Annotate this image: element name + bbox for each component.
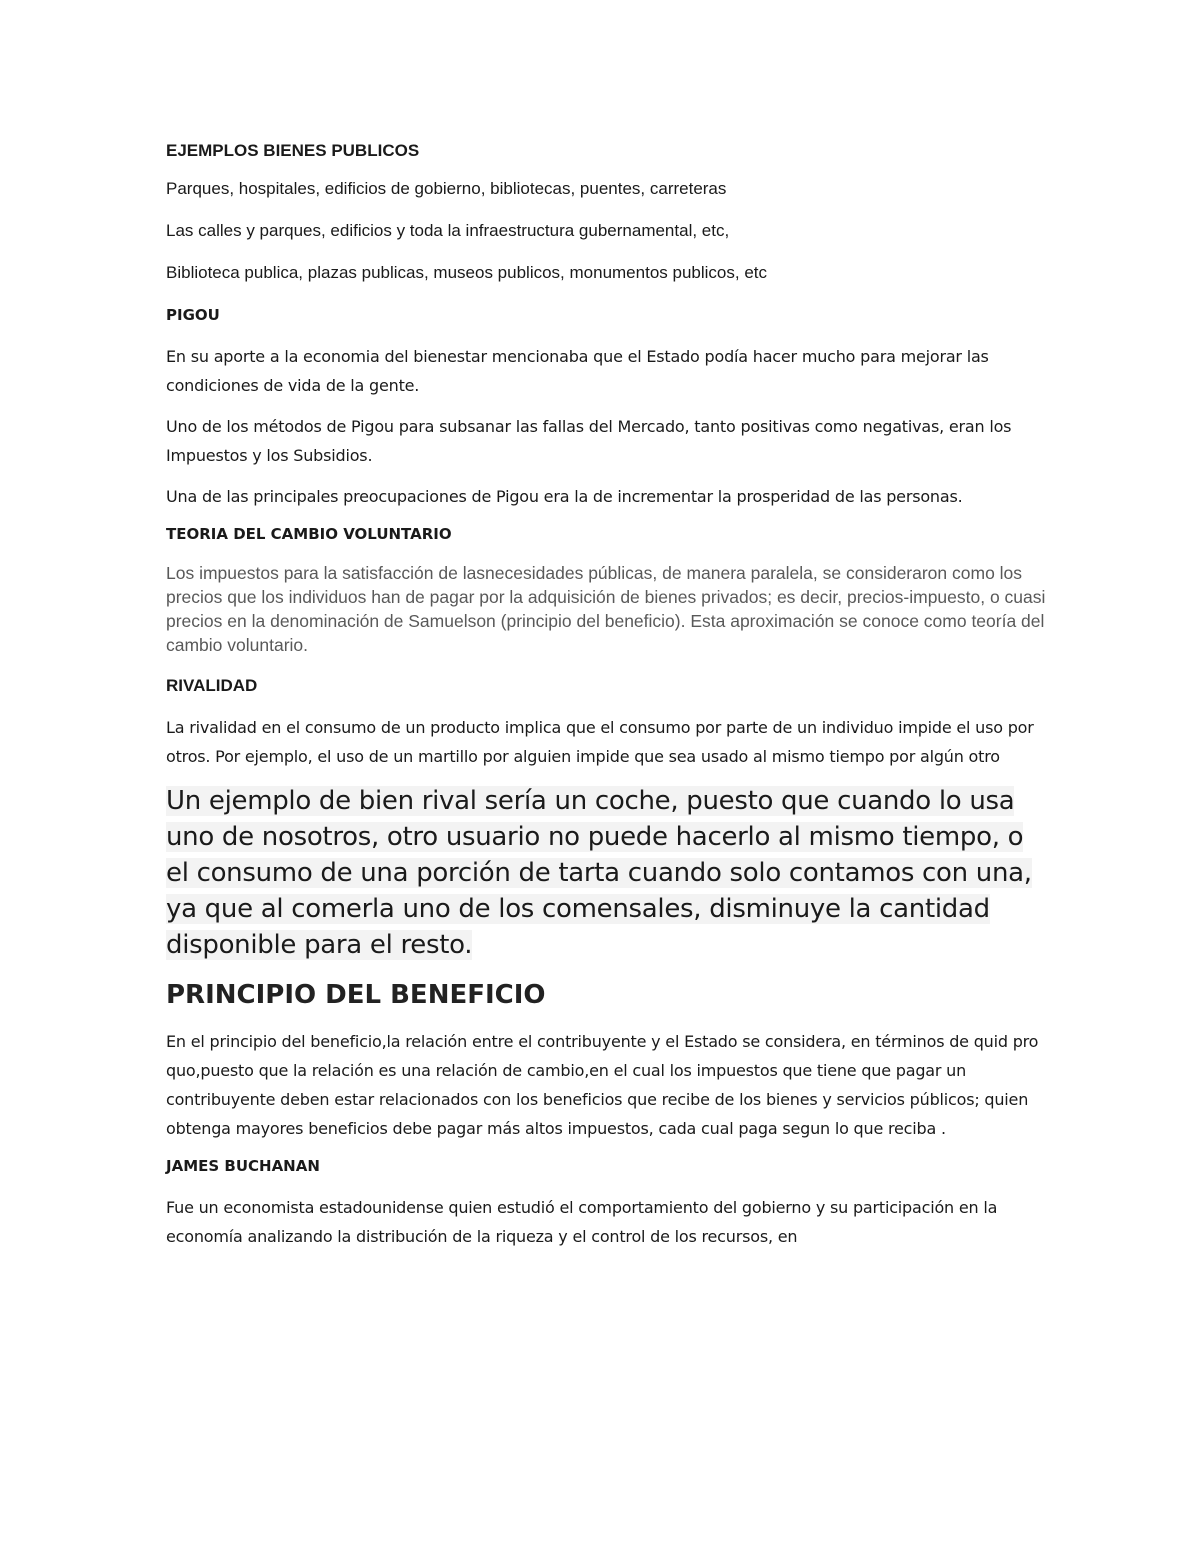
paragraph-ejemplos-2: Las calles y parques, edificios y toda la infraestructura gubernamental, etc,: [166, 221, 730, 240]
heading-pigou: PIGOU: [166, 306, 220, 324]
paragraph-pigou-1: En su aporte a la economia del bienestar mencionaba que el Estado podía hacer mucho para mejorar las condiciones de vida de la gente.: [166, 347, 989, 395]
paragraph-ejemplos-1: Parques, hospitales, edificios de gobierno, bibliotecas, puentes, carreteras: [166, 179, 727, 198]
rivalidad-example-text: Un ejemplo de bien rival sería un coche, puesto que cuando lo usa uno de nosotros, otro usuario no puede hacerlo al mismo tiempo, o el consumo de una porción de tarta cuando solo contamos con una, ya que al comerla uno de los comensales, disminuye la cantidad disponible para el resto.: [166, 786, 1032, 960]
heading-rivalidad: RIVALIDAD: [166, 676, 258, 695]
paragraph-rivalidad: La rivalidad en el consumo de un producto implica que el consumo por parte de un individuo impide el uso por otros. Por ejemplo, el uso de un martillo por alguien impide que sea usado al mismo tiempo por algún otro: [166, 718, 1034, 766]
heading-principio: PRINCIPIO DEL BENEFICIO: [166, 980, 546, 1010]
paragraph-pigou-2: Uno de los métodos de Pigou para subsanar las fallas del Mercado, tanto positivas como negativas, eran los Impuestos y los Subsidios.: [166, 417, 1012, 465]
paragraph-principio: En el principio del beneficio,la relación entre el contribuyente y el Estado se considera, en términos de quid pro quo,puesto que la relación es una relación de cambio,en el cual los impuestos que tiene que pagar un contribuyente deben estar relacionados con los beneficios que recibe de los bienes y servicios públicos; quien obtenga mayores beneficios debe pagar más altos impuestos, cada cual paga segun lo que reciba .: [166, 1032, 1039, 1138]
paragraph-ejemplos-3: Biblioteca publica, plazas publicas, museos publicos, monumentos publicos, etc: [166, 263, 767, 282]
paragraph-buchanan: Fue un economista estadounidense quien estudió el comportamiento del gobierno y su participación en la economía analizando la distribución de la riqueza y el control de los recursos, en: [166, 1198, 998, 1246]
paragraph-teoria: Los impuestos para la satisfacción de lasnecesidades públicas, de manera paralela, se consideraron como los precios que los individuos han de pagar por la adquisición de bienes privados; es decir, precios-impuesto, o cuasi precios en la denominación de Samuelson (principio del beneficio). Esta aproximación se conoce como teoría del cambio voluntario.: [166, 563, 1046, 655]
paragraph-pigou-3: Una de las principales preocupaciones de Pigou era la de incrementar la prosperidad de las personas.: [166, 487, 963, 506]
paragraph-rivalidad-example: [166, 783, 1046, 963]
heading-teoria: TEORIA DEL CAMBIO VOLUNTARIO: [166, 525, 452, 543]
heading-buchanan: JAMES BUCHANAN: [166, 1157, 320, 1175]
document-body: [166, 130, 1046, 1263]
heading-ejemplos: EJEMPLOS BIENES PUBLICOS: [166, 141, 420, 160]
